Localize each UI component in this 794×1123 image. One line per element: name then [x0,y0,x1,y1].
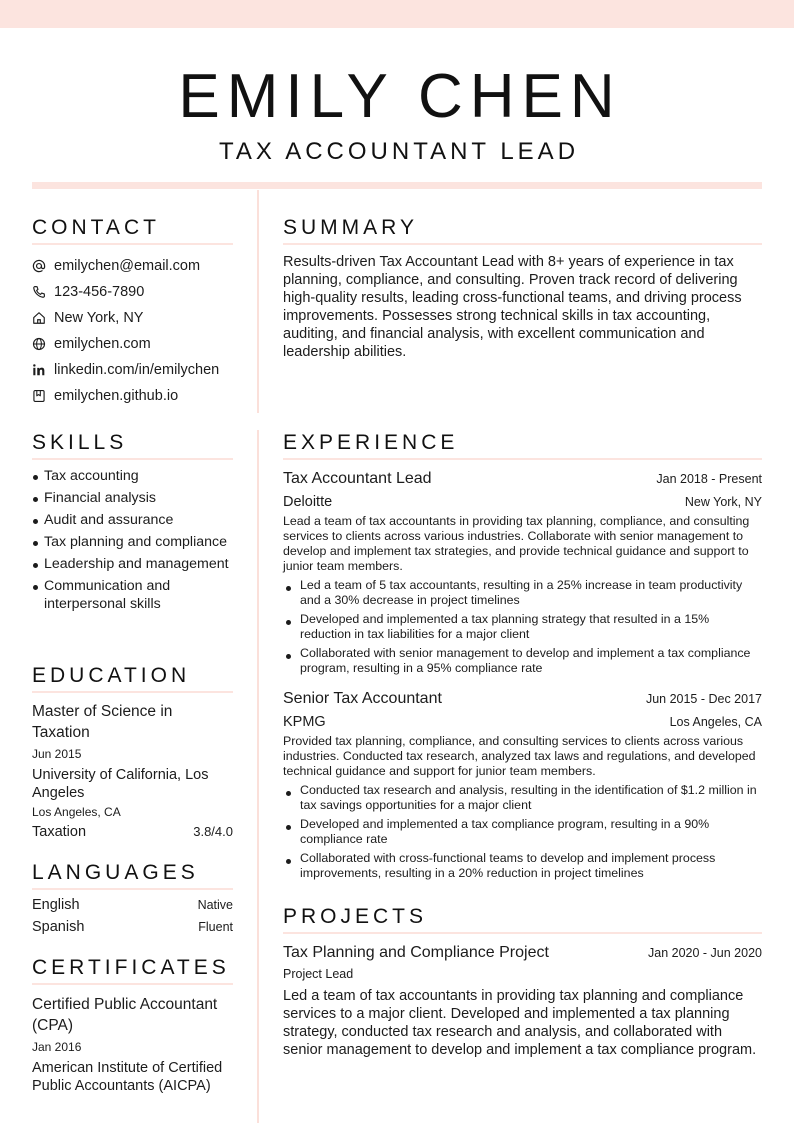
job-location: Los Angeles, CA [669,715,762,729]
job-subheader [283,492,762,512]
skill-item: Financial analysis [32,489,233,507]
certificates-heading: CERTIFICATES [32,956,230,979]
job-dates: Jun 2015 - Dec 2017 [645,692,762,706]
section-rule [32,243,233,245]
contact-email[interactable] [32,253,233,279]
contact-phone[interactable] [32,279,233,305]
candidate-title: TAX ACCOUNTANT LEAD [218,138,580,165]
skills-heading: SKILLS [32,431,128,454]
job-description: Provided tax planning, compliance, and consulting services to clients across various industries. Conducted tax research, analyzed tax laws and regulations, and developed technical guidance and support for junior team members. [283,734,756,778]
section-rule [32,458,233,460]
section-rule [32,888,233,890]
project-header [283,942,762,964]
language-level: Native [197,898,233,912]
skill-item: Communication and interpersonal skills [32,577,233,613]
achievement-item: Conducted tax research and analysis, resulting in the identification of $1.2 million in tax savings opportunities for a major client [283,783,762,813]
project-name: Tax Planning and Compliance Project [283,944,549,961]
project-dates: Jan 2020 - Jun 2020 [648,946,762,960]
phone-icon [32,285,46,299]
certificate-name: Certified Public Accountant (CPA) [32,996,218,1034]
contact-portfolio-text: emilychen.github.io [54,388,179,404]
language-row [32,897,233,919]
home-icon [32,311,46,325]
education-location: Los Angeles, CA [32,805,121,819]
projects-section [283,904,762,1059]
job-achievements [283,783,762,881]
header-divider [32,182,762,189]
skill-item: Audit and assurance [32,511,233,529]
job-entry [283,468,762,676]
section-rule [283,932,762,934]
skill-item: Leadership and management [32,555,233,573]
job-entry [283,688,762,881]
contact-list [32,253,233,409]
contact-location-text: New York, NY [54,310,144,326]
contact-section [32,215,233,409]
education-degree: Master of Science in Taxation [32,703,173,741]
section-rule [283,243,762,245]
language-name: English [32,897,80,913]
education-gpa: 3.8/4.0 [193,824,233,839]
column-divider-top [257,190,259,413]
education-date: Jun 2015 [32,747,82,761]
contact-website-text: emilychen.com [54,336,151,352]
job-achievements [283,578,762,676]
contact-location [32,305,233,331]
languages-section [32,860,233,941]
language-name: Spanish [32,919,85,935]
globe-icon [32,337,46,351]
experience-section [283,430,762,885]
at-icon [32,259,46,273]
summary-section [283,215,762,361]
certificates-section [32,955,233,1095]
contact-heading: CONTACT [32,216,160,239]
achievement-item: Collaborated with cross-functional teams to develop and implement process improvements, resulting in a 20% reduction in project timelines [283,851,762,881]
languages-list [32,897,233,941]
job-header [283,688,762,710]
contact-linkedin-text: linkedin.com/in/emilychen [54,362,220,378]
job-location: New York, NY [684,495,762,509]
job-dates: Jan 2018 - Present [656,472,762,486]
achievement-item: Developed and implemented a tax planning strategy that resulted in a 15% reduction in tax liabilities for a major client [283,612,762,642]
skill-item: Tax planning and compliance [32,533,233,551]
job-company: KPMG [283,714,326,730]
contact-email-text: emilychen@email.com [54,258,201,274]
job-description: Lead a team of tax accountants in providing tax planning, compliance, and consulting services to clients across various industries. Collaborate with senior management to develop and implement tax strategies, and provide technical guidance and support to junior team members. [283,514,750,573]
experience-heading: EXPERIENCE [283,431,459,454]
column-divider-bottom [257,430,259,1123]
achievement-item: Collaborated with senior management to develop and implement a tax compliance program, resulting in a 95% compliance rate [283,646,762,676]
top-accent-band [0,0,794,28]
job-role: Tax Accountant Lead [283,470,432,487]
achievement-item: Developed and implemented a tax compliance program, resulting in a 90% compliance rate [283,817,762,847]
job-subheader [283,712,762,732]
certificate-issuer: American Institute of Certified Public Accountants (AICPA) [32,1060,223,1094]
contact-linkedin[interactable] [32,357,233,383]
education-heading: EDUCATION [32,664,191,687]
job-header [283,468,762,490]
projects-heading: PROJECTS [283,905,428,928]
job-role: Senior Tax Accountant [283,690,442,707]
skills-list [32,467,233,613]
education-section [32,663,233,840]
linkedin-icon [32,363,46,377]
summary-heading: SUMMARY [283,216,418,239]
section-rule [283,458,762,460]
language-level: Fluent [198,920,233,934]
section-rule [32,983,233,985]
contact-website[interactable] [32,331,233,357]
candidate-name: EMILY CHEN [178,62,622,131]
language-row [32,919,233,941]
education-field: Taxation [32,824,87,840]
education-school: University of California, Los Angeles [32,767,209,801]
education-field-row [32,824,233,840]
project-description: Led a team of tax accountants in providing tax planning and compliance services to a major client. Developed and implemented a tax planning strategy, conducted tax research and analysis, and collaborated with senior management to develop and implement a tax compliance program. [283,988,757,1058]
section-rule [32,691,233,693]
github-icon [32,389,46,403]
job-company: Deloitte [283,494,333,510]
achievement-item: Led a team of 5 tax accountants, resulting in a 25% increase in team productivity and a 30% decrease in project timelines [283,578,762,608]
contact-portfolio[interactable] [32,383,233,409]
resume-header [0,60,794,166]
languages-heading: LANGUAGES [32,861,199,884]
summary-text: Results-driven Tax Accountant Lead with 8+ years of experience in tax planning, compliance, and consulting. Proven track record of delivering high-quality results, leading cross-functional teams, and driving process improvements. Possesses strong technical skills in tax accounting, auditing, and financial analysis, with excellent communication and leadership abilities. [283,254,742,360]
skills-section [32,430,233,617]
contact-phone-text: 123-456-7890 [54,284,145,300]
project-role: Project Lead [283,967,354,981]
skill-item: Tax accounting [32,467,233,485]
certificate-date: Jan 2016 [32,1040,82,1054]
